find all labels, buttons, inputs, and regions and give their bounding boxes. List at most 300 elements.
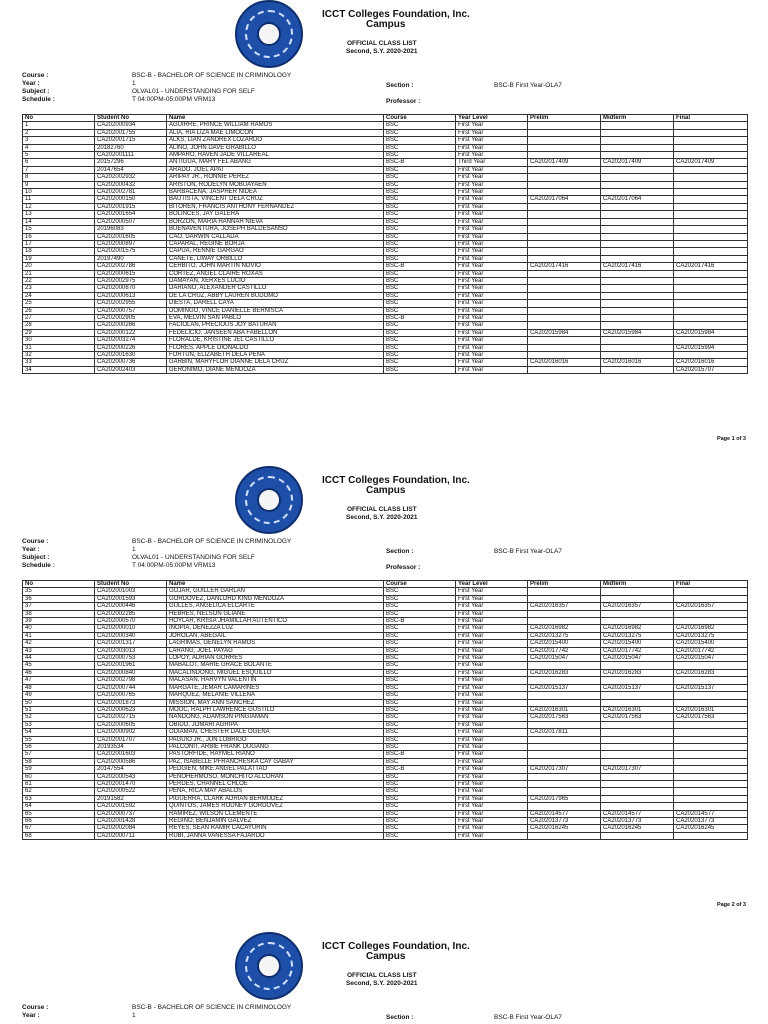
table-cell [601,166,674,173]
table-cell: BSC [384,714,456,721]
table-cell: CA202017416 [601,263,674,270]
table-row [23,226,748,233]
table-cell: First Year [456,322,528,329]
table-row [23,766,748,773]
table-cell: 31 [23,344,95,351]
table-cell [528,166,601,173]
table-cell: BSC [384,684,456,691]
table-cell: First Year [456,218,528,225]
table-cell: CA202016357 [601,603,674,610]
table-cell: 20191582 [95,795,167,802]
table-cell: CA202016283 [601,669,674,676]
table-cell [674,152,748,159]
table-cell: 20182760 [95,144,167,151]
table-cell: ALKS, LIAN ZANDREX LOZARDO [167,137,384,144]
table-cell: First Year [456,189,528,196]
table-cell: CA202015707 [674,366,748,373]
table-cell: BSC [384,174,456,181]
table-cell: MABALOT, MARIE GRACE BOLANTE [167,662,384,669]
table-cell: First Year [456,647,528,654]
table-row [23,240,748,247]
table-row [23,632,748,639]
term: Second, S.Y. 2020-2021 [346,514,418,521]
table-cell: 23 [23,285,95,292]
table-cell: CA202000266 [95,322,167,329]
table-cell: CA202000150 [95,196,167,203]
table-cell: 25 [23,300,95,307]
table-cell: BSC [384,248,456,255]
table-cell: 42 [23,640,95,647]
table-cell: FEDELICIO, JANSEEN ABA FABELLON [167,329,384,336]
table-cell [674,307,748,314]
table-cell: CA202000613 [95,292,167,299]
table-row [23,669,748,676]
section-label: Section : [386,1014,414,1021]
table-cell: First Year [456,233,528,240]
table-cell [674,721,748,728]
table-cell [528,307,601,314]
table-cell [674,240,748,247]
table-cell: 20147654 [95,166,167,173]
table-cell: 58 [23,758,95,765]
table-cell: First Year [456,166,528,173]
table-cell: BSC [384,729,456,736]
table-cell: BSC-B [384,263,456,270]
table-cell: CA202003013 [95,647,167,654]
table-cell [528,292,601,299]
table-cell: First Year [456,729,528,736]
table-cell: BSC [384,788,456,795]
table-cell [528,610,601,617]
table-cell: First Year [456,129,528,136]
table-cell: BSC [384,129,456,136]
table-cell: DAMAYAN, XERXES LUCIO [167,277,384,284]
table-cell: First Year [456,196,528,203]
table-cell: CA202001603 [95,751,167,758]
table-cell: BSC [384,137,456,144]
table-cell: CA202015984 [674,329,748,336]
table-cell [601,270,674,277]
table-cell [528,595,601,602]
table-cell: 46 [23,669,95,676]
table-row [23,618,748,625]
table-cell: First Year [456,352,528,359]
table-cell: CA202000737 [95,810,167,817]
table-cell: BARBACENA, JASPHER NIDEA [167,189,384,196]
table-cell [601,699,674,706]
table-cell: Third Year [456,159,528,166]
table-cell: BSC [384,270,456,277]
table-cell [601,337,674,344]
table-cell: CA202015984 [528,329,601,336]
table-cell: CA202000507 [95,218,167,225]
table-cell: 64 [23,803,95,810]
table-cell: CA202016357 [674,603,748,610]
table-cell: 32 [23,352,95,359]
table-cell: 20196083 [95,226,167,233]
table-cell [601,314,674,321]
table-cell: CA202017563 [601,714,674,721]
table-cell: 65 [23,810,95,817]
table-cell: First Year [456,655,528,662]
table-cell: CA202015047 [601,655,674,662]
table-cell: BSC [384,255,456,262]
table-cell: First Year [456,780,528,787]
table-cell [601,203,674,210]
table-cell: RUBI, JANNA VANESSA FAJARDO [167,832,384,839]
table-cell [528,144,601,151]
table-row [23,285,748,292]
table-cell: First Year [456,795,528,802]
table-cell: CA202001630 [95,352,167,359]
table-cell: PENOHERMOSO, MONCHITO ALCORAN [167,773,384,780]
table-cell: 13 [23,211,95,218]
table-cell [601,189,674,196]
table-row [23,780,748,787]
table-row [23,211,748,218]
table-cell [601,181,674,188]
table-cell: 9 [23,181,95,188]
table-cell [528,588,601,595]
table-cell: BSC [384,218,456,225]
table-cell [674,758,748,765]
table-cell [674,277,748,284]
table-cell: BSC [384,640,456,647]
table-row [23,144,748,151]
table-cell: BSC [384,240,456,247]
table-cell: BSC [384,610,456,617]
table-cell: First Year [456,122,528,129]
table-cell: HEBRES, NELSON GLIANE [167,610,384,617]
table-cell: First Year [456,595,528,602]
table-cell: BSC [384,285,456,292]
table-cell: MISSION, MAY ANN SANCHEZ [167,699,384,706]
table-cell [528,174,601,181]
table-cell [601,152,674,159]
table-cell: BSC [384,832,456,839]
table-cell [528,662,601,669]
table-row [23,729,748,736]
table-row [23,218,748,225]
table-cell: CA202015994 [674,344,748,351]
table-cell: 56 [23,743,95,750]
course-label: Course : [22,538,49,545]
table-cell: BSC [384,122,456,129]
table-row [23,714,748,721]
table-cell: CA202016357 [528,603,601,610]
table-cell: CA202000586 [95,758,167,765]
list-title: OFFICIAL CLASS LIST [346,40,417,47]
table-cell [601,144,674,151]
subject-label: Subject : [22,88,50,95]
list-title: OFFICIAL CLASS LIST [346,972,417,979]
table-cell: CA202013773 [674,818,748,825]
table-cell: CA202002403 [95,366,167,373]
table-cell: BSC [384,352,456,359]
table-cell [528,226,601,233]
table-cell: BSC [384,189,456,196]
table-cell: CA202001111 [95,152,167,159]
column-header: Midterm [601,581,674,588]
table-cell: BSC [384,706,456,713]
table-cell: CA202013773 [528,818,601,825]
table-cell [601,832,674,839]
table-cell: First Year [456,174,528,181]
table-cell: GOJAR, GUILLER GARLAN [167,588,384,595]
table-cell [528,129,601,136]
table-cell: BSC [384,595,456,602]
column-header: Prelim [528,581,601,588]
table-row [23,129,748,136]
table-cell [528,677,601,684]
schedule-value: T 04:00PM-05:00PM VRM13 [132,562,216,569]
seal-core [257,488,281,512]
table-cell: BSC [384,337,456,344]
table-cell: BSC [384,655,456,662]
table-cell: 5 [23,152,95,159]
table-cell [528,692,601,699]
table-cell: BUENAVENTURA, JOSEPH BALDESANSO [167,226,384,233]
table-cell: CA202000226 [95,344,167,351]
table-cell [528,344,601,351]
table-cell: BSC [384,825,456,832]
table-cell: CA202001707 [95,736,167,743]
year-label: Year : [22,546,40,553]
table-cell [528,832,601,839]
table-cell: CAPARAL, REGINE BORJA [167,240,384,247]
table-cell: CA202013275 [528,632,601,639]
table-cell [601,743,674,750]
table-row [23,270,748,277]
table-cell: First Year [456,818,528,825]
subject-label: Subject : [22,554,50,561]
table-cell: First Year [456,714,528,721]
table-row [23,159,748,166]
table-cell: First Year [456,832,528,839]
table-cell [674,795,748,802]
table-cell: MARGATE, JEMAR CAMARINES [167,684,384,691]
table-row [23,751,748,758]
table-cell: 20 [23,263,95,270]
table-cell [528,721,601,728]
table-cell: BSC [384,780,456,787]
table-cell [528,736,601,743]
table-cell: BSC [384,647,456,654]
table-cell [528,699,601,706]
table-cell: CA202015137 [601,684,674,691]
table-cell: First Year [456,337,528,344]
seal-core [257,22,281,46]
table-cell: CA202000432 [95,181,167,188]
table-cell: ARISTON, RODELYN MOBUAYAEN [167,181,384,188]
table-row [23,662,748,669]
table-cell: CA202015137 [528,684,601,691]
table-cell: BSC [384,699,456,706]
table-cell: JOROLAN, ABEGAIL [167,632,384,639]
table-cell [601,618,674,625]
table-cell: BSC [384,307,456,314]
term: Second, S.Y. 2020-2021 [346,980,418,987]
table-cell: BSC [384,662,456,669]
table-cell: CA202000902 [95,729,167,736]
table-cell: FACIOLAN, PRECIOUS JOY BATURAN [167,322,384,329]
table-cell: 20197490 [95,255,167,262]
subject-value: OLVAL01 - UNDERSTANDING FOR SELF [132,88,255,95]
table-cell: 45 [23,662,95,669]
table-cell: BSC [384,603,456,610]
table-cell: First Year [456,625,528,632]
table-row [23,788,748,795]
table-cell: CA202000840 [95,669,167,676]
table-cell [674,736,748,743]
table-cell: BSC [384,743,456,750]
table-cell: FORTUN, ELIZABETH DELA PEÑA [167,352,384,359]
table-cell [601,721,674,728]
table-cell [674,699,748,706]
table-cell: First Year [456,263,528,270]
table-cell: First Year [456,692,528,699]
table-cell: 4 [23,144,95,151]
table-cell: CA202016283 [528,669,601,676]
table-cell: LAGRIMAS, GENELYN RAMOS [167,640,384,647]
table-cell: 7 [23,166,95,173]
course-label: Course : [22,1004,49,1011]
table-cell [674,677,748,684]
table-cell: CA202000623 [95,706,167,713]
table-cell [528,758,601,765]
table-cell: 35 [23,588,95,595]
table-cell [528,314,601,321]
table-cell: First Year [456,736,528,743]
table-cell: MARQUEZ, MELANIE VILLENA [167,692,384,699]
org-name [322,476,470,496]
page-number: Page 1 of 3 [716,436,746,442]
table-cell: 63 [23,795,95,802]
table-row [23,818,748,825]
table-cell [528,322,601,329]
course-value: BSC-B - BACHELOR OF SCIENCE IN CRIMINOLOGY [132,1004,292,1011]
table-cell: 60 [23,773,95,780]
table-cell: AMPARO, RAVEN JADE VILLAREAL [167,152,384,159]
org-line2: Campus [366,485,406,496]
table-cell: MALASAN, HARVYN VALENTIN [167,677,384,684]
table-cell: CA202000711 [95,832,167,839]
table-cell: BSC [384,692,456,699]
table-cell: DARIANO, ALEXANDER CASTILLO [167,285,384,292]
table-cell: 59 [23,766,95,773]
page-header [0,466,768,538]
table-cell: CORTEZ, ANGEL CLAIRE ROXAS [167,270,384,277]
table-cell: CA202000570 [95,618,167,625]
table-cell: CA202016982 [601,625,674,632]
table-cell [601,773,674,780]
table-cell: First Year [456,766,528,773]
table-cell: BSC [384,366,456,373]
table-row [23,263,748,270]
table-cell: CA202015047 [674,655,748,662]
table-cell [674,618,748,625]
table-cell: 48 [23,684,95,691]
table-cell: 39 [23,618,95,625]
table-row [23,277,748,284]
table-cell: CA202000522 [95,788,167,795]
table-cell [674,270,748,277]
icct-seal-icon [235,0,303,68]
table-cell: 28 [23,322,95,329]
table-cell [601,780,674,787]
icct-seal-icon [235,932,303,1000]
table-cell: LARANG, JOEL PAYAG [167,647,384,654]
table-cell: BSC [384,803,456,810]
table-cell: CA202016283 [674,669,748,676]
table-row [23,233,748,240]
table-cell: NANDONG, ADAMSON PINGIAMAN [167,714,384,721]
table-cell: First Year [456,810,528,817]
table-cell: PEDGIEN, MIKE ANGEL PALATTAO [167,766,384,773]
table-cell [674,218,748,225]
table-cell: CA202001428 [95,818,167,825]
table-cell: CA202017416 [674,263,748,270]
table-cell: 8 [23,174,95,181]
table-cell: CA202000122 [95,329,167,336]
table-cell: First Year [456,662,528,669]
org-line1: ICCT Colleges Foundation, Inc. [322,9,470,20]
table-cell: BSC [384,677,456,684]
table-cell: CA202016982 [674,625,748,632]
table-row [23,610,748,617]
table-cell: 29 [23,329,95,336]
table-cell [601,218,674,225]
table-cell: CA202001605 [95,233,167,240]
table-row [23,640,748,647]
table-cell: AGUIRRE, PRINCE WILLIAM RAMOS [167,122,384,129]
table-cell: DIESTA, DARELL CAYA [167,300,384,307]
table-cell [601,226,674,233]
class-list-table [22,580,748,840]
table-cell: First Year [456,721,528,728]
class-list-table [22,114,748,374]
table-cell [601,751,674,758]
table-row [23,603,748,610]
table-cell: 53 [23,721,95,728]
table-cell: First Year [456,603,528,610]
table-cell [674,773,748,780]
table-cell: CA202015047 [528,655,601,662]
term: Second, S.Y. 2020-2021 [346,48,418,55]
table-cell [601,129,674,136]
table-cell: 3 [23,137,95,144]
table-cell [674,122,748,129]
table-cell: First Year [456,684,528,691]
table-cell [674,662,748,669]
table-cell [674,137,748,144]
table-cell: GARBIN, MARYFLOR DIANNE DELA CRUZ [167,359,384,366]
table-row [23,329,748,336]
table-cell [528,181,601,188]
table-cell [674,248,748,255]
table-cell: 33 [23,359,95,366]
table-cell: PASTORFIDE, RAYMEL RIANO [167,751,384,758]
table-cell [601,795,674,802]
table-cell [601,344,674,351]
table-cell: BORZON, MARIA HANNAH NIEVA [167,218,384,225]
table-cell: QUINTOS, JAMES RODNEY GORDOVEZ [167,803,384,810]
table-cell: CA202015400 [601,640,674,647]
table-cell: 43 [23,647,95,654]
table-cell: CA202015400 [528,640,601,647]
seal-core [257,954,281,978]
column-header: Prelim [528,115,601,122]
